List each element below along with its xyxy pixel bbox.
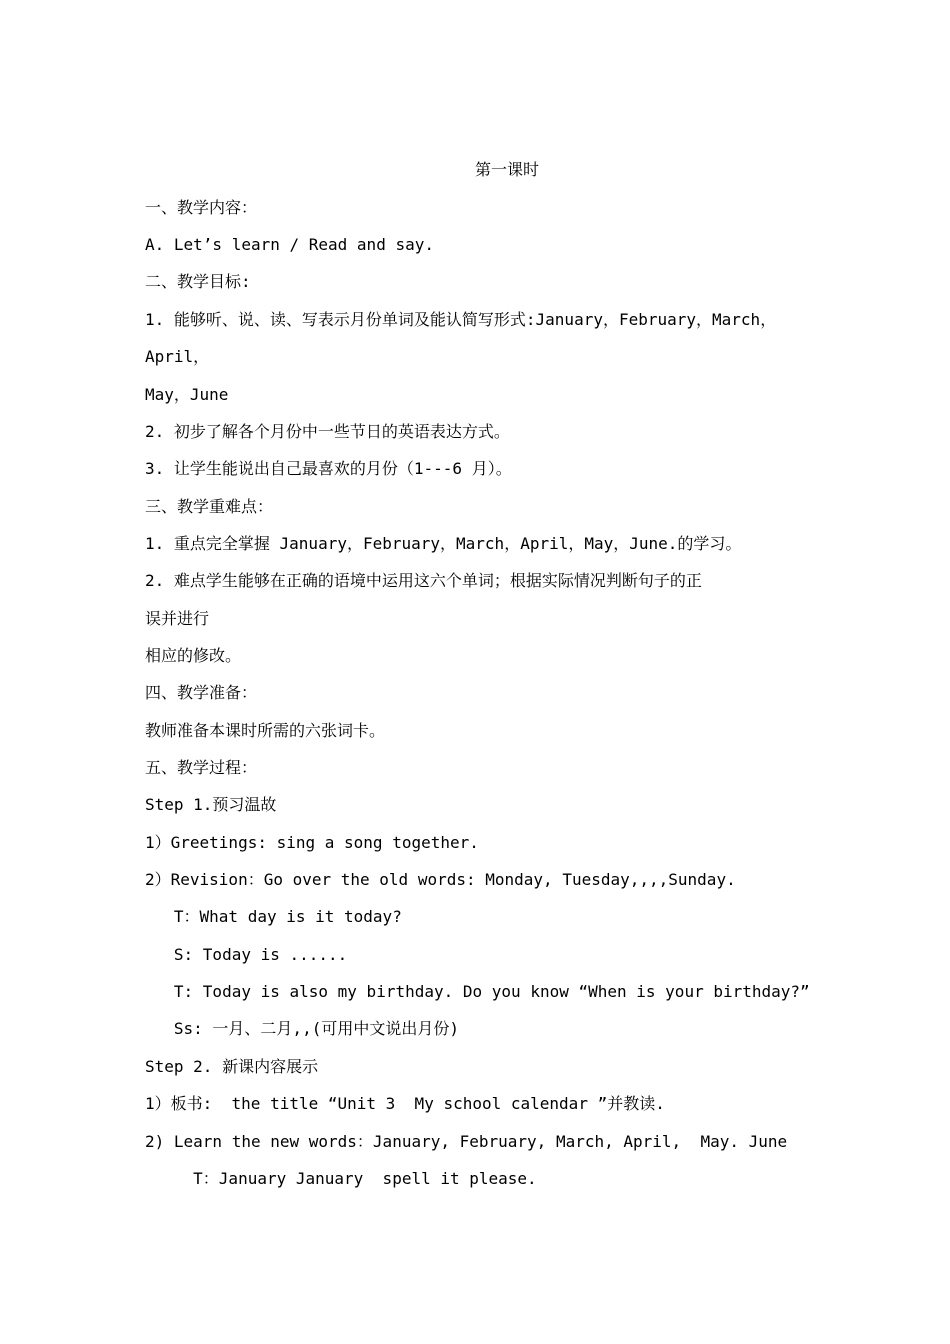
goal-2-line: 2. 初步了解各个月份中一些节日的英语表达方式。: [145, 422, 510, 441]
step-2-item-1: 1）板书: the title “Unit 3 My school calendar ”并教读.: [145, 1094, 665, 1113]
step-2-item-2: 2) Learn the new words：January, February, March, April, May. June: [145, 1132, 788, 1151]
document-title: 第一课时: [474, 160, 539, 179]
preparation-line: 教师准备本课时所需的六张词卡。: [145, 721, 386, 740]
key-point-1: 1. 重点完全掌握 January，February，March，April，May，June.的学习。: [145, 534, 742, 553]
step-2-heading: Step 2. 新课内容展示: [145, 1057, 319, 1076]
key-point-2-continued-2: 相应的修改。: [145, 646, 242, 665]
content-line: A. Let’s learn / Read and say.: [145, 235, 434, 254]
dialogue-line: T: Today is also my birthday. Do you know “When is your birthday?”: [145, 982, 810, 1001]
goal-1-continued: April，: [145, 347, 210, 366]
section-heading-content: 一、教学内容：: [145, 198, 258, 217]
dialogue-line: S: Today is ......: [145, 945, 348, 964]
step-1-item-2: 2）Revision：Go over the old words: Monday, Tuesday,,,,Sunday.: [145, 870, 736, 889]
goal-3-line: 3. 让学生能说出自己最喜欢的月份（1---6 月）。: [145, 459, 512, 478]
section-heading-goals: 二、教学目标:: [145, 272, 251, 291]
key-point-2-continued: 误并进行: [145, 609, 210, 628]
dialogue-line: T：January January spell it please.: [145, 1169, 537, 1188]
section-heading-preparation: 四、教学准备：: [145, 683, 258, 702]
section-heading-key-points: 三、教学重难点：: [145, 497, 274, 516]
goal-1-continued-2: May，June: [145, 385, 229, 404]
step-1-item-1: 1）Greetings: sing a song together.: [145, 833, 479, 852]
dialogue-line: Ss: 一月、二月,,(可用中文说出月份): [145, 1019, 459, 1038]
goal-1-line: 1. 能够听、说、读、写表示月份单词及能认简写形式:January，February，March，: [145, 310, 777, 329]
dialogue-line: T：What day is it today?: [145, 907, 402, 926]
section-heading-process: 五、教学过程：: [145, 758, 258, 777]
key-point-2: 2. 难点学生能够在正确的语境中运用这六个单词；根据实际情况判断句子的正: [145, 571, 702, 590]
step-1-heading: Step 1.预习温故: [145, 795, 277, 814]
